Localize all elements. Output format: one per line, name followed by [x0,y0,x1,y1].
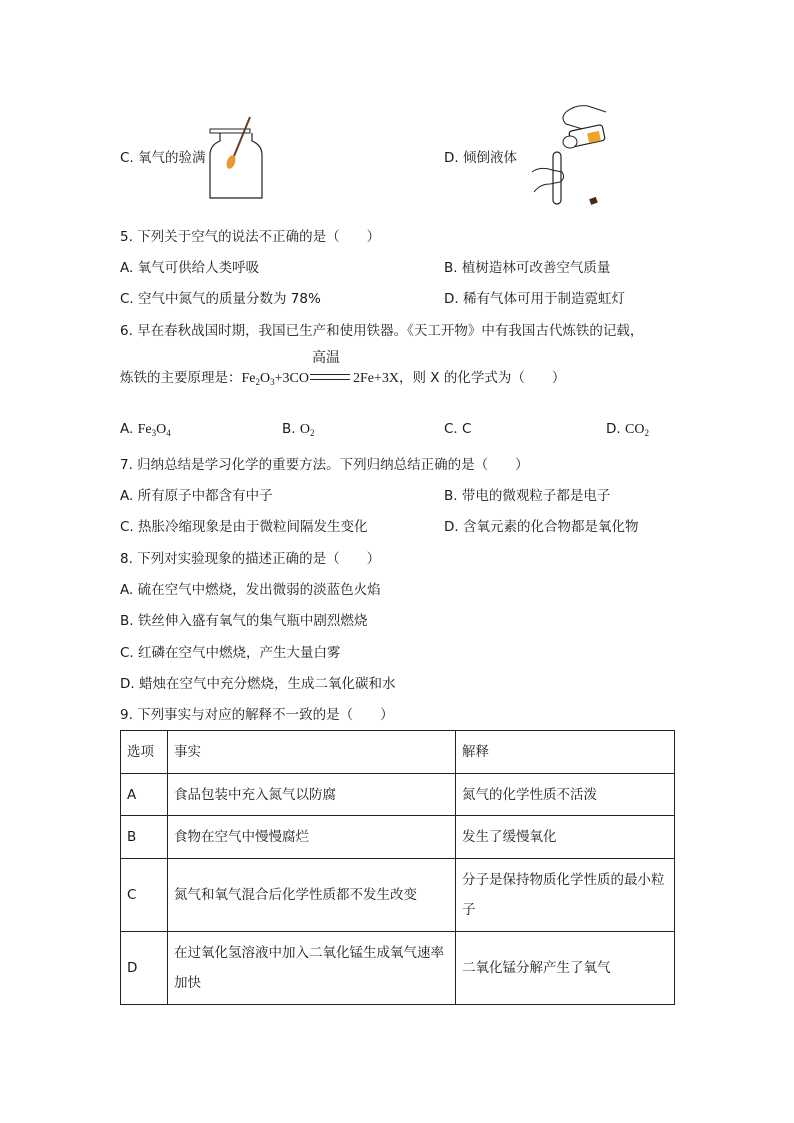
table-row [121,932,675,1005]
table-header-row [121,731,675,774]
q8-option-d: D. 蜡烛在空气中充分燃烧，生成二氧化碳和水 [120,676,396,692]
row-explanation: 二氧化锰分解产生了氧气 [456,932,675,1005]
q9-stem: 9. 下列事实与对应的解释不一致的是（ ） [120,707,394,723]
row-option: C [121,859,168,932]
q5-option-d: D. 稀有气体可用于制造霓虹灯 [444,291,625,307]
q8-option-a: A. 硫在空气中燃烧，发出微弱的淡蓝色火焰 [120,582,381,598]
row-explanation: 氮气的化学性质不活泼 [456,774,675,816]
header-option: 选项 [121,731,168,774]
q6-option-a [120,420,171,442]
q7-option-b: B. 带电的微观粒子都是电子 [444,488,611,504]
q7-option-c: C. 热胀冷缩现象是由于微粒间隔发生变化 [120,519,368,535]
q4-option-d: D. 倾倒液体 [444,150,517,166]
table-row [121,816,675,859]
oxygen-test-bottle-illustration [206,115,266,200]
q5-option-c: C. 空气中氮气的质量分数为 78% [120,291,321,307]
q5-stem: 5. 下列关于空气的说法不正确的是（ ） [120,229,381,245]
q6-option-b-formula: $O_2$ [299,422,315,438]
header-fact: 事实 [168,731,456,774]
q6-option-b [282,420,314,442]
q6-option-a-label: A. [120,421,134,437]
row-option: A [121,774,168,816]
row-option: D [121,932,168,1005]
q6-line2-suffix: ，则 X 的化学式为（ ） [398,370,566,386]
q7-stem: 7. 归纳总结是学习化学的重要方法。下列归纳总结正确的是（ ） [120,457,529,473]
q6-line2-prefix: 炼铁的主要原理是： [120,370,242,386]
q4-option-c: C. 氧气的验满 [120,150,206,166]
q5-option-b: B. 植树造林可改善空气质量 [444,260,611,276]
q7-option-a: A. 所有原子中都含有中子 [120,488,273,504]
q6-equation-reactants: $Fe_2O_3+3CO$ [241,371,309,387]
q6-equation-products: 2Fe+3X [352,371,399,386]
q6-option-d-formula: $CO_2$ [624,422,649,438]
table-row [121,859,675,932]
q9-table [120,730,675,1005]
row-fact: 食品包装中充入氮气以防腐 [168,774,456,816]
header-explanation: 解释 [456,731,675,774]
table-row [121,774,675,816]
row-explanation: 分子是保持物质化学性质的最小粒子 [456,859,675,932]
q8-option-c: C. 红磷在空气中燃烧，产生大量白雾 [120,645,341,661]
q8-stem: 8. 下列对实验现象的描述正确的是（ ） [120,551,381,567]
pour-liquid-illustration [526,102,608,212]
q6-option-a-formula: $Fe_3O_4$ [137,422,171,438]
row-fact: 氮气和氧气混合后化学性质都不发生改变 [168,859,456,932]
q8-option-b: B. 铁丝伸入盛有氧气的集气瓶中剧烈燃烧 [120,613,368,629]
row-fact: 食物在空气中慢慢腐烂 [168,816,456,859]
row-option: B [121,816,168,859]
q7-option-d: D. 含氧元素的化合物都是氧化物 [444,519,639,535]
row-explanation: 发生了缓慢氧化 [456,816,675,859]
q6-line2 [120,350,566,391]
q6-option-d [606,420,649,442]
q6-option-d-label: D. [606,421,621,437]
q5-option-a: A. 氧气可供给人类呼吸 [120,260,260,276]
row-fact: 在过氧化氢溶液中加入二氧化锰生成氧气速率加快 [168,932,456,1005]
q6-equation-arrow [310,350,352,387]
q6-stem: 6. 早在春秋战国时期，我国已生产和使用铁器。《天工开物》中有我国古代炼铁的记载， [120,323,644,339]
q6-condition: 高温 [311,350,340,366]
q6-option-b-label: B. [282,421,296,437]
q6-option-c: C. C [444,421,472,437]
